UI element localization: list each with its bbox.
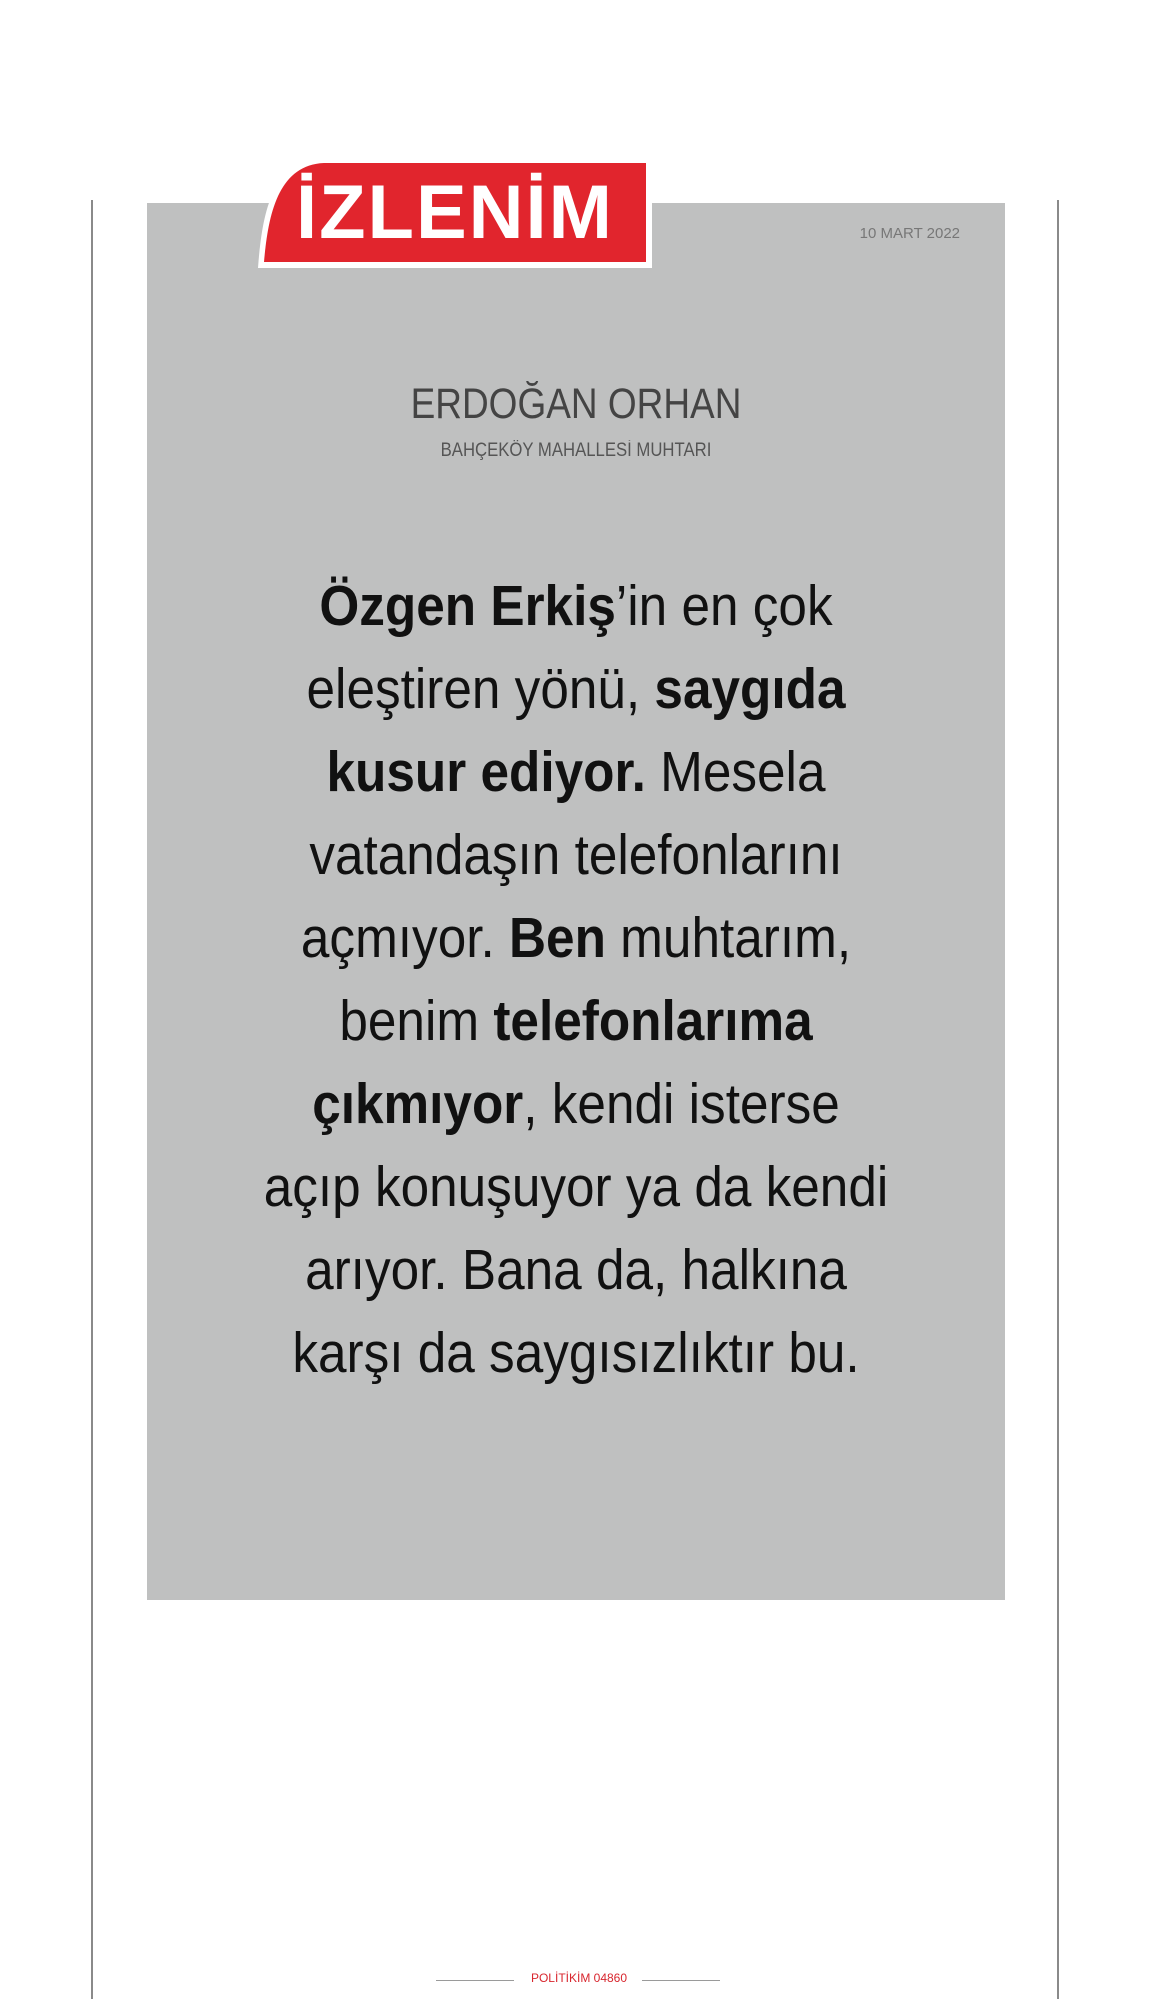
footer-page-label: POLİTİKİM 04860: [530, 1971, 628, 1985]
quote-text: benim: [339, 989, 494, 1053]
author-name: ERDOĞAN ORHAN: [410, 380, 742, 428]
quote-text: muhtarım,: [605, 906, 852, 970]
quote-line: [238, 980, 915, 1063]
logo-text: İZLENİM: [296, 170, 614, 255]
quote-text: ’in en çok: [615, 574, 833, 638]
quote-line: [238, 648, 915, 731]
quote-emphasis: saygıda: [654, 657, 846, 721]
pull-quote: [200, 565, 952, 1395]
quote-text: eleştiren yönü,: [306, 657, 655, 721]
quote-text: vatandaşın telefonlarını: [309, 823, 843, 887]
page-border-right: [1057, 200, 1059, 1999]
quote-line: [238, 1146, 915, 1229]
footer-rule-left: [436, 1980, 514, 1981]
quote-line: [238, 1229, 915, 1312]
quote-emphasis: çıkmıyor: [312, 1072, 524, 1136]
quote-emphasis: telefonlarıma: [493, 989, 813, 1053]
quote-line: [238, 1312, 915, 1395]
quote-text: açıp konuşuyor ya da kendi: [263, 1155, 889, 1219]
quote-line: [238, 814, 915, 897]
quote-text: Mesela: [645, 740, 826, 804]
quote-line: [238, 1063, 915, 1146]
quote-text: arıyor. Bana da, halkına: [305, 1238, 847, 1302]
quote-emphasis: kusur ediyor.: [326, 740, 646, 804]
quote-emphasis: Özgen Erkiş: [319, 574, 616, 638]
page-border-left: [91, 200, 93, 1999]
issue-date: 10 MART 2022: [859, 225, 960, 242]
quote-line: [238, 731, 915, 814]
footer-rule-right: [642, 1980, 720, 1981]
quote-text: , kendi isterse: [523, 1072, 840, 1136]
quote-emphasis: Ben: [509, 906, 606, 970]
quote-text: karşı da saygısızlıktır bu.: [292, 1321, 860, 1385]
quote-text: açmıyor.: [300, 906, 510, 970]
izlenim-logo: [254, 153, 656, 272]
quote-line: [238, 565, 915, 648]
page-footer: [0, 1970, 1150, 1990]
quote-line: [238, 897, 915, 980]
author-title: BAHÇEKÖY MAHALLESİ MUHTARI: [440, 440, 712, 461]
